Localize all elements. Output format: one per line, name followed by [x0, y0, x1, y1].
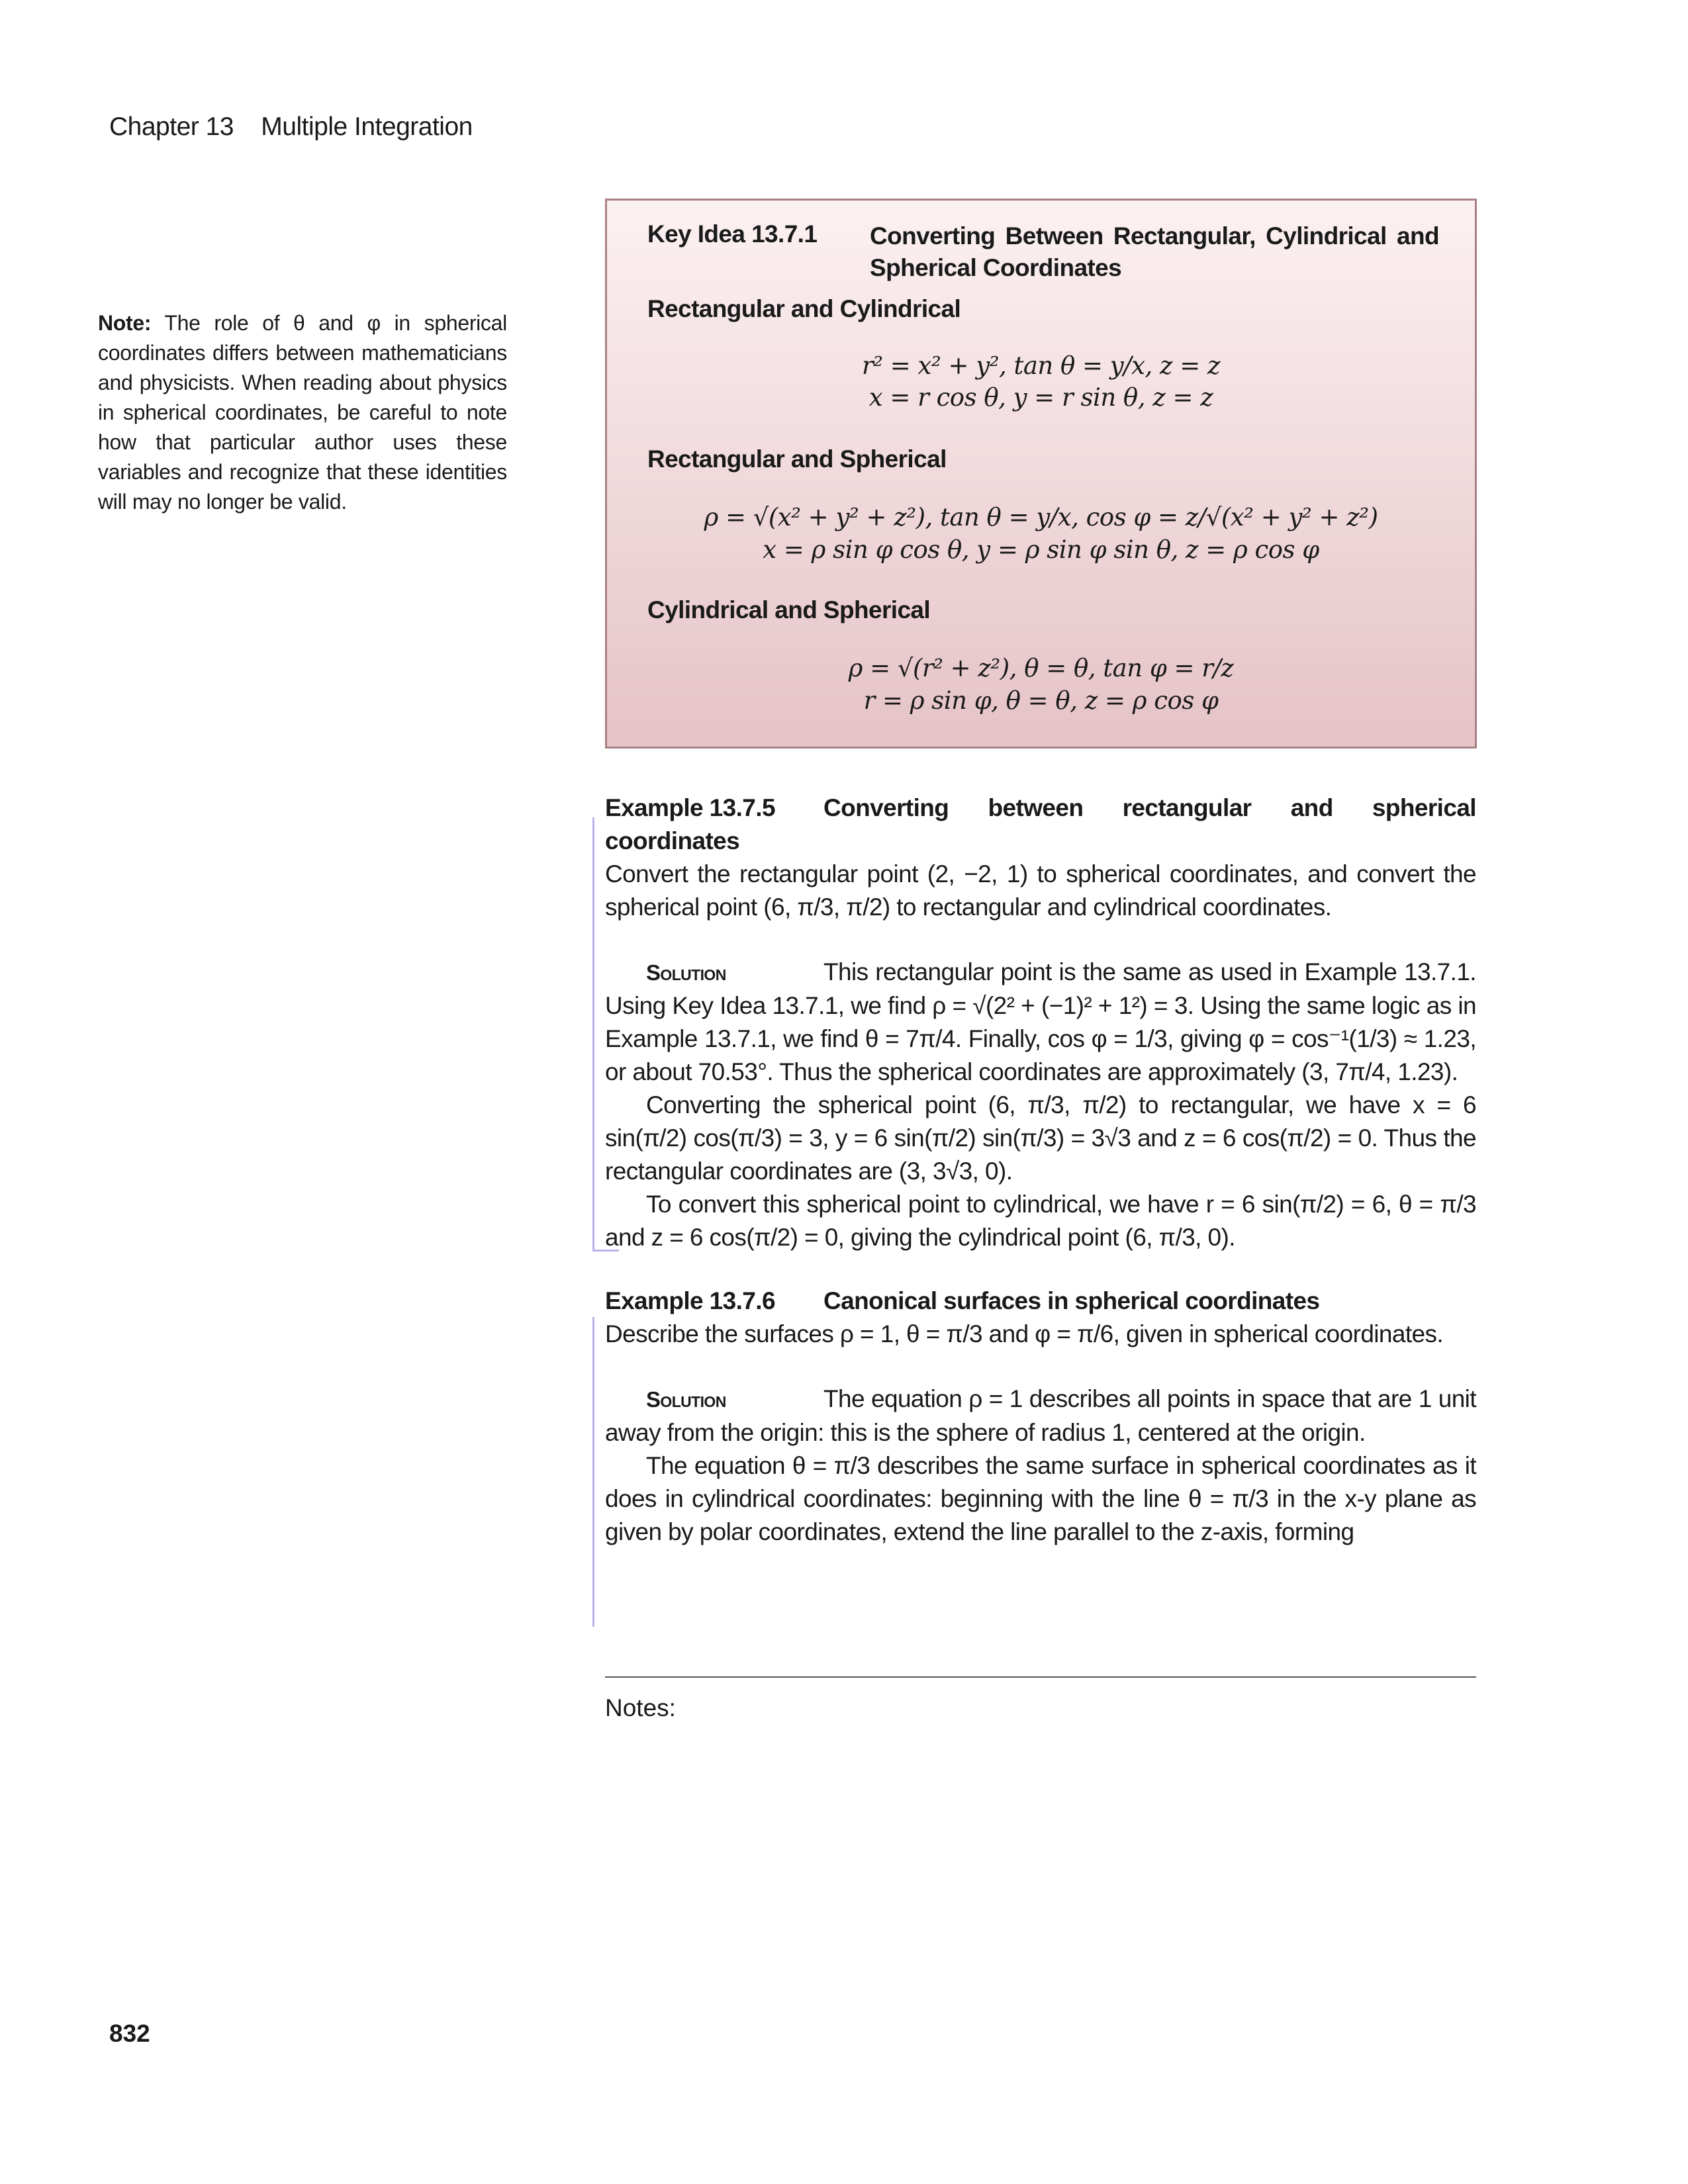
- solution-paragraph: To convert this spherical point to cylindrical, we have r = 6 sin(π/2) = 6, θ = π/3 and z = 6 cos(π/2) = 0, giving the cylindrical point (6, π/3, 0).: [605, 1191, 1476, 1251]
- key-idea-box: [605, 199, 1477, 749]
- example-title: Converting between rectangular and spherical coordinates: [605, 794, 1476, 854]
- solution-paragraph: The equation θ = π/3 describes the same surface in spherical coordinates as it does in cylindrical coordinates: beginning with the line θ = π/3 in the x-y plane as given by polar coordinates, extend the line parallel to the z-axis, forming: [605, 1452, 1476, 1545]
- example-statement: Describe the surfaces ρ = 1, θ = π/3 and φ = π/6, given in spherical coordinates.: [605, 1320, 1444, 1347]
- example-title: Canonical surfaces in spherical coordinates: [823, 1287, 1320, 1314]
- section-heading: Rectangular and Spherical: [647, 445, 947, 473]
- example-13-7-5: [605, 792, 1476, 1254]
- margin-note: [98, 308, 507, 517]
- page-number: 832: [109, 2020, 150, 2047]
- example-number: Example 13.7.6: [605, 1287, 775, 1314]
- solution-label: Solution: [646, 960, 726, 985]
- solution-label: Solution: [646, 1387, 726, 1412]
- chapter-header: Chapter 13 Multiple Integration: [109, 113, 473, 141]
- note-text: The role of θ and φ in spherical coordinates differs between mathematicians and physicists. When reading about physics in spherical coordinates, be careful to note how that particular author uses these variables and recognize that these identities will may no longer be valid.: [98, 311, 507, 514]
- equation: x = ρ sin φ cos θ, y = ρ sin φ sin θ, z = ρ cos φ: [763, 535, 1319, 564]
- example-margin-bar: [592, 817, 594, 1251]
- solution-paragraph: Converting the spherical point (6, π/3, π/2) to rectangular, we have x = 6 sin(π/2) cos(π/3) = 3, y = 6 sin(π/2) sin(π/3) = 3√3 and z = 6 cos(π/2) = 0. Thus the rectangular coordinates are (3, 3√3, 0).: [605, 1091, 1476, 1185]
- equation: x = r cos θ, y = r sin θ, z = z: [868, 383, 1213, 412]
- section-heading: Cylindrical and Spherical: [647, 596, 931, 623]
- key-idea-number: Key Idea 13.7.1: [647, 220, 818, 248]
- notes-label: Notes:: [605, 1694, 676, 1721]
- equation: ρ = √(x² + y² + z²), tan θ = y/x, cos φ = z/√(x² + y² + z²): [704, 503, 1378, 531]
- equation: r = ρ sin φ, θ = θ, z = ρ cos φ: [863, 686, 1219, 715]
- equation: ρ = √(r² + z²), θ = θ, tan φ = r/z: [848, 654, 1234, 682]
- solution-paragraph: This rectangular point is the same as used in Example 13.7.1. Using Key Idea 13.7.1, we find ρ = √(2² + (−1)² + 1²) = 3. Using the same logic as in Example 13.7.1, we find θ = 7π/4. Finally, cos φ = 1/3, giving φ = cos⁻¹(1/3) ≈ 1.23, or about 70.53°. Thus the spherical coordinates are approximately (3, 7π/4, 1.23).: [605, 958, 1476, 1085]
- section-heading: Rectangular and Cylindrical: [647, 295, 961, 322]
- note-label: Note:: [98, 311, 152, 335]
- notes-divider: [605, 1676, 1476, 1678]
- example-margin-bar: [592, 1317, 594, 1627]
- example-statement: Convert the rectangular point (2, −2, 1) to spherical coordinates, and convert the spherical point (6, π/3, π/2) to rectangular and cylindrical coordinates.: [605, 860, 1476, 921]
- solution-paragraph: The equation ρ = 1 describes all points in space that are 1 unit away from the origin: this is the sphere of radius 1, centered at the origin.: [605, 1385, 1476, 1446]
- equation: r² = x² + y², tan θ = y/x, z = z: [861, 351, 1221, 380]
- example-13-7-6: [605, 1285, 1476, 1549]
- example-number: Example 13.7.5: [605, 794, 775, 821]
- key-idea-title: Converting Between Rectangular, Cylindrical and Spherical Coordinates: [870, 222, 1439, 281]
